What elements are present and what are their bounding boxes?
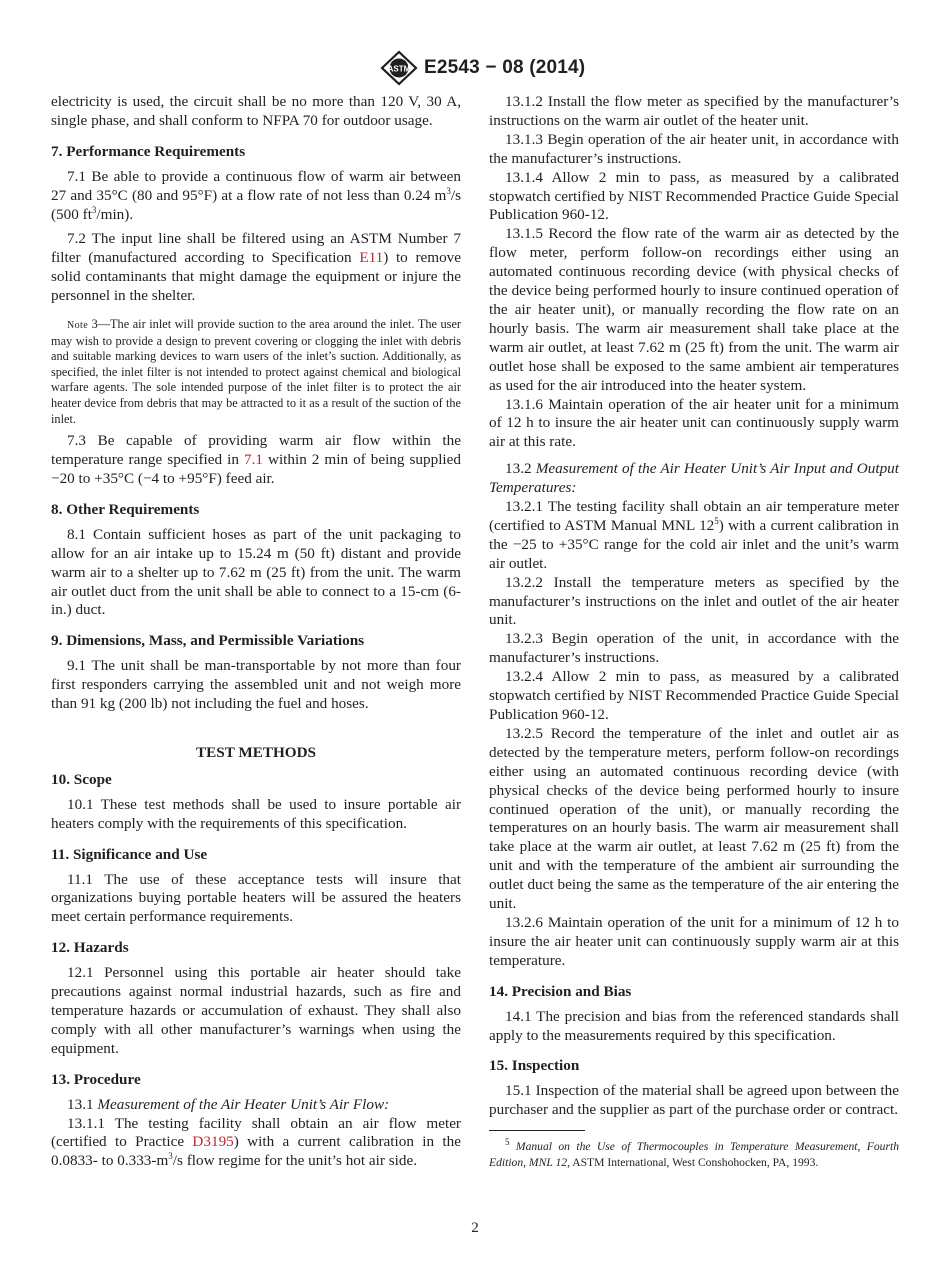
paragraph: 12.1 Personnel using this portable air heater should take precautions against normal industrial hazards, such as fire and temperature hazards or accumulation of exhaust. They shall also comply with all other manufacturer’s warnings when using the equipment. [51, 964, 461, 1057]
paragraph: 13.1.6 Maintain operation of the air heater unit for a minimum of 12 h to insure the air heater unit can continuously supply warm air at this rate. [489, 395, 899, 451]
paragraph: 9.1 The unit shall be man-transportable by not more than four first responders carrying the assembled unit and not weigh more than 91 kg (200 lb) not including the fuel and hoses. [51, 657, 461, 713]
section-heading: 12. Hazards [51, 939, 129, 957]
svg-text:ASTM: ASTM [387, 64, 411, 74]
paragraph: 7.1 Be able to provide a continuous flow of warm air between 27 and 35°C (80 and 95°F) at a flow rate of not less than 0.24 $m^3/s$ (500 $ft^3/\min$). [51, 167, 461, 223]
paragraph: 10.1 These test methods shall be used to insure portable air heaters comply with the requirements of this specification. [51, 795, 461, 832]
footnote: $^5$ Manual on the Use of Thermocouples in Temperature Measurement, Fourth Edition, MNL 12, ASTM International, West Conshohocken, PA, 1993. [489, 1137, 900, 1169]
paragraph: 8.1 Contain sufficient hoses as part of the unit packaging to allow for an air intake up to 15.24 m (50 ft) distant and provide warm air to a shelter up to 7.62 m (25 ft) from the unit. The warm air outlet duct from the unit shall be able to connect to a 15-cm (6-in.) duct. [51, 525, 461, 619]
footnote-ref[interactable]: 5 [714, 515, 719, 526]
section-heading: 9. Dimensions, Mass, and Permissible Variations [51, 632, 365, 650]
section-heading: 13. Procedure [51, 1070, 141, 1088]
paragraph: 13.2.3 Begin operation of the unit, in accordance with the manufacturer’s instructions. [489, 630, 899, 667]
paragraph: 7.2 The input line shall be filtered using an ASTM Number 7 filter (manufactured according to Specification E11) to remove solid contaminants that might damage the equipment or injure the personnel in the shelter. [51, 230, 462, 305]
footnote-divider [489, 1130, 585, 1131]
part-heading: TEST METHODS [196, 744, 316, 761]
section-heading: 8. Other Requirements [51, 500, 200, 518]
reference-link[interactable]: E11 [359, 249, 384, 267]
paragraph: 13.1.2 Install the flow meter as specified by the manufacturer’s instructions on the warm air outlet of the heater unit. [489, 93, 899, 129]
standard-designation: E2543 − 08 (2014) [424, 57, 586, 78]
page-number: 2 [471, 1220, 479, 1236]
reference-link[interactable]: D3195 [192, 1133, 234, 1151]
paragraph: 13.2.5 Record the temperature of the inlet and outlet air as detected by the temperature meters, perform follow-on recordings either using an automated continuous recording device (with physical checks of the device being performed hourly to insure continued operation of the unit), or manually recording the temperatures on an hourly basis. The warm air measurement shall take place at the warm air outlet, at least 7.62 m (25 ft) from the unit and with the temperature of the ambient air surrounding the outlet duct being the same as the temperature of the air entering the unit. [489, 724, 899, 913]
paragraph: 14.1 The precision and bias from the referenced standards shall apply to the measurements required by this specification. [489, 1007, 899, 1044]
page-header [0, 50, 950, 86]
paragraph: 13.1.3 Begin operation of the air heater unit, in accordance with the manufacturer’s instructions. [489, 130, 899, 167]
paragraph: 13.2.1 The testing facility shall obtain an air temperature meter (certified to ASTM Manual MNL $12^5$) with a current calibration in the −25 to +35°C range for the cold air inlet and the unit’s warm air outlet. [489, 498, 899, 572]
paragraph: electricity is used, the circuit shall be no more than 120 V, 30 A, single phase, and shall conform to NFPA 70 for outdoor usage. [51, 93, 461, 129]
section-heading: 11. Significance and Use [51, 845, 208, 863]
astm-logo-icon [378, 50, 420, 86]
paragraph: 13.1.4 Allow 2 min to pass, as measured by a calibrated stopwatch certified by NIST Recommended Practice Guide Special Publication 960-12. [489, 168, 899, 224]
paragraph: 13.2.2 Install the temperature meters as specified by the manufacturer’s instructions on the inlet and outlet of the air heater unit. [489, 573, 899, 629]
paragraph: 7.3 Be capable of providing warm air flow within the temperature range specified in 7.1 within 2 min of being supplied −20 to +35°C (−4 to +95°F) feed air. [51, 432, 461, 488]
paragraph: 13.2.4 Allow 2 min to pass, as measured by a calibrated stopwatch certified by NIST Recommended Practice Guide Special Publication 960-12. [489, 668, 899, 723]
right-column [489, 93, 899, 1170]
section-heading: 14. Precision and Bias [489, 982, 632, 1000]
paragraph: 13.1.1 The testing facility shall obtain an air flow meter (certified to Practice D3195) with a current calibration in the 0.0833- to $0.333-m^3/s$ flow regime for the unit’s hot air side. [51, 1114, 461, 1170]
reference-link[interactable]: 7.1 [243, 451, 263, 469]
paragraph: 11.1 The use of these acceptance tests will insure that organizations buying portable heaters will be assured the heaters meet certain performance requirements. [51, 870, 461, 926]
section-heading: 10. Scope [51, 770, 112, 788]
paragraph: 15.1 Inspection of the material shall be agreed upon between the purchaser and the supplier as part of the purchase order or contract. [489, 1082, 899, 1119]
left-column [51, 93, 461, 1171]
paragraph: 13.1.5 Record the flow rate of the warm air as detected by the flow meter, perform follow-on recordings either using an automated continuous recording device (with physical checks of the device being performed hourly to insure continued operation of the air heater unit), or manually recording the flow rate on an hourly basis. The warm air measurement shall take place at the warm air outlet, at least 7.62 m (25 ft) from the unit. The warm air outlet hose shall be exposed to the same ambient air temperatures as used for the air introduced into the heater system. [489, 225, 899, 394]
paragraph: 13.1 Measurement of the Air Heater Unit’s Air Flow: [67, 1095, 390, 1113]
paragraph: 13.2 Measurement of the Air Heater Unit’s Air Input and Output Temperatures: [489, 460, 899, 497]
section-heading: 15. Inspection [489, 1057, 580, 1075]
section-heading: 7. Performance Requirements [51, 142, 246, 160]
paragraph: 13.2.6 Maintain operation of the unit for a minimum of 12 h to insure the air heater unit can continuously supply warm air at this temperature. [489, 913, 899, 969]
note: Note 3—The air inlet will provide suction to the area around the inlet. The user may wish to provide a design to prevent covering or clogging the inlet with debris and suitable marking devices to warn users of the inlet’s suction. Additionally, as specified, the inlet filter is not intended to protect against chemical and biological warfare agents. The sole intended purpose of the inlet filter is to protect the air heater device from debris that may be attracted to it as a result of the suction of the inlet. [51, 317, 461, 426]
